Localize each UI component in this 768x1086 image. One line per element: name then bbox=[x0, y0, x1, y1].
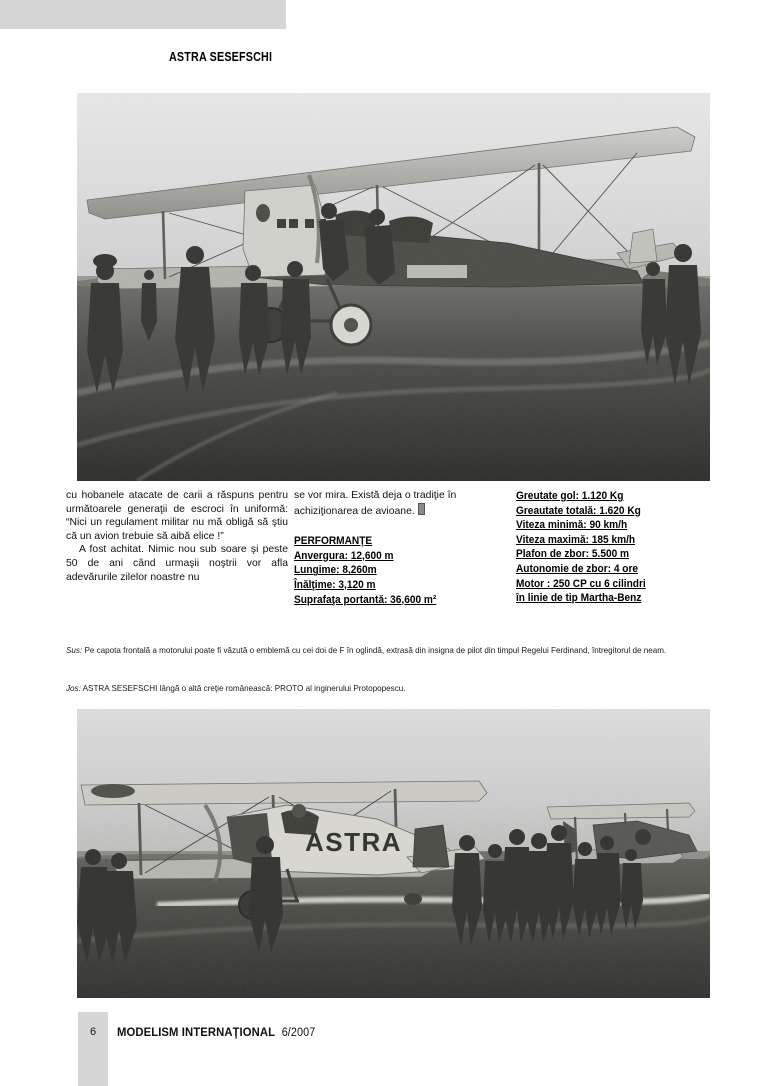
spec-lungime: Lungime: 8,260m bbox=[294, 564, 377, 577]
paragraph-3-text: se vor mira. Există deja o tradiţie în achiziţionarea de avioane. bbox=[294, 490, 457, 517]
spec-plafon-de-zbor: Plafon de zbor: 5.500 m bbox=[516, 548, 630, 561]
text-column-3 bbox=[516, 489, 710, 606]
spec-viteza-minima: Viteza minimă: 90 km/h bbox=[516, 519, 628, 532]
spacer bbox=[294, 518, 509, 534]
caption-bottom-text: ASTRA SESEFSCHI lângă o altă creţie românească: PROTO al inginerului Protopopescu. bbox=[80, 684, 406, 693]
text-column-2 bbox=[294, 489, 509, 607]
spec-motor: Motor : 250 CP cu 6 cilindri bbox=[516, 577, 646, 590]
magazine-name: MODELISM INTERNAŢIONAL bbox=[117, 1025, 276, 1039]
spec-autonomie: Autonomie de zbor: 4 ore bbox=[516, 562, 639, 575]
spec-greutate-totala: Greautate totală: 1.620 Kg bbox=[516, 504, 641, 517]
footer-magazine-title bbox=[117, 1025, 315, 1039]
paragraph-2: A fost achitat. Nimic nou sub soare şi peste 50 de ani când urmaşii noştrii vor afla adevărurile zilelor noastre nu bbox=[66, 544, 288, 583]
caption-top-text: Pe capota frontală a motorului poate fi văzută o emblemă cu cei doi de F în oglindă, extrasă din insigna de pilot din timpul Regelui Ferdinand, întregitorul de neam. bbox=[82, 646, 667, 655]
caption-top-lead: Sus: bbox=[66, 646, 83, 655]
text-column-1 bbox=[66, 489, 288, 584]
header-accent-bar bbox=[0, 0, 286, 29]
spec-viteza-maxima: Viteza maximă: 185 km/h bbox=[516, 533, 636, 546]
paragraph-3 bbox=[294, 489, 509, 518]
bottom-photo bbox=[77, 709, 710, 998]
spec-suprafata: Suprafaţa portantă: 36,600 m² bbox=[294, 593, 437, 606]
page-title: ASTRA SESEFSCHI bbox=[169, 50, 273, 64]
specs-heading: PERFORMANŢE bbox=[294, 535, 373, 548]
bottom-photo-artwork bbox=[77, 709, 710, 998]
spec-motor-cont: în linie de tip Martha-Benz bbox=[516, 592, 642, 605]
paragraph-1: cu hobanele atacate de carii a răspuns pentru următoarele generaţii de escroci în uniformă: “Nici un regulament militar nu mă obligă să ştiu că un avion trebuie să aibă elice !” bbox=[66, 490, 288, 542]
issue-number: 6/2007 bbox=[281, 1027, 316, 1039]
caption-bottom-photo bbox=[66, 683, 710, 694]
spec-greutate-gol: Greutate gol: 1.120 Kg bbox=[516, 490, 624, 502]
square-endmark-icon bbox=[418, 503, 425, 515]
caption-bottom-lead: Jos: bbox=[66, 684, 81, 693]
footer-page-box bbox=[78, 1012, 108, 1086]
top-photo bbox=[77, 93, 710, 481]
top-photo-artwork bbox=[77, 93, 710, 481]
page-number: 6 bbox=[89, 1026, 97, 1038]
spec-anvergura: Anvergura: 12,600 m bbox=[294, 549, 394, 562]
article-body bbox=[66, 489, 710, 624]
spec-inaltime: Înălţime: 3,120 m bbox=[294, 578, 376, 591]
caption-top-photo bbox=[66, 645, 710, 656]
